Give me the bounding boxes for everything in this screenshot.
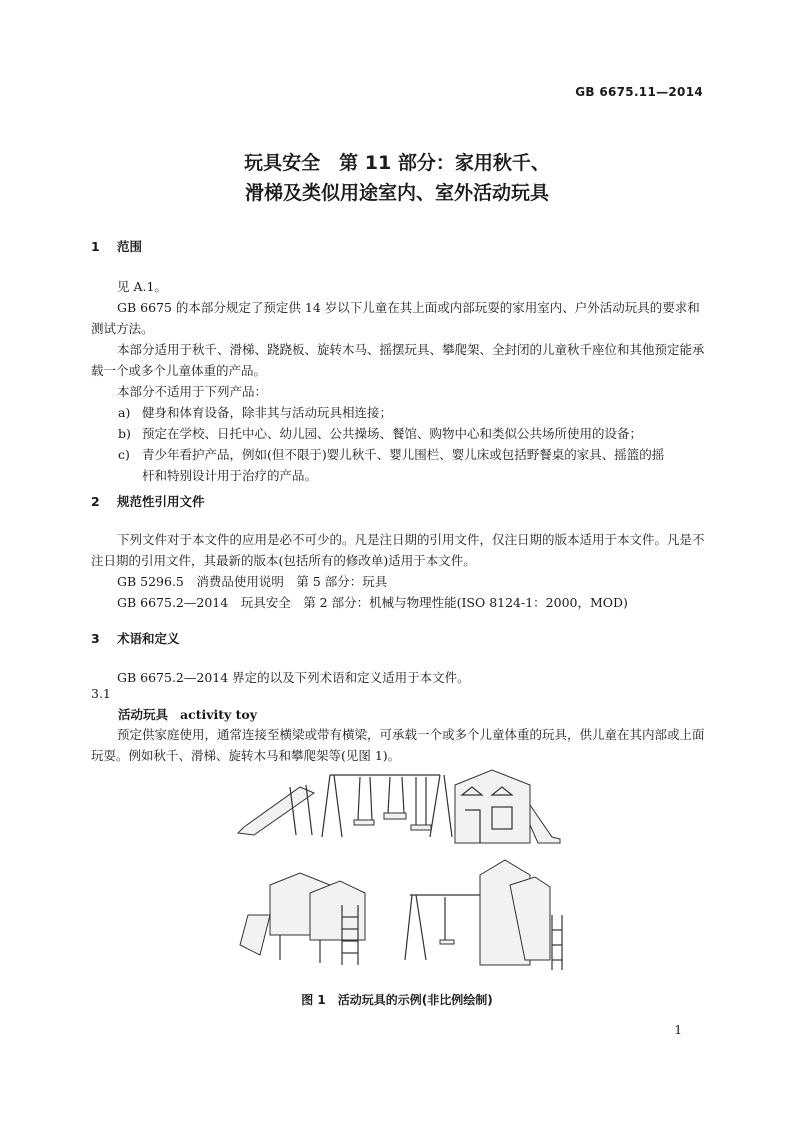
list-item [118, 423, 705, 444]
activity-toy-illustration [230, 765, 570, 975]
list-marker: a) [118, 405, 131, 420]
term-chinese: 活动玩具 [118, 707, 169, 722]
swing-set-drawing [238, 775, 452, 837]
paragraph: GB 6675.2—2014 界定的以及下列术语和定义适用于本文件。 [117, 670, 470, 685]
section-1-heading [91, 237, 142, 255]
section-number: 2 [91, 494, 100, 509]
climbing-tower-drawing [240, 873, 365, 965]
list-text: 健身和体育设备，除非其与活动玩具相连接； [142, 405, 393, 420]
paragraph: 下列文件对于本文件的应用是必不可少的。凡是注日期的引用文件，仅注日期的版本适用于本文件。凡是不注日期的引用文件，其最新的版本(包括所有的修改单)适用于本文件。 [91, 532, 705, 568]
playhouse-drawing [455, 770, 560, 843]
section-3-heading [91, 629, 180, 647]
swing-fort-drawing [405, 860, 562, 970]
reference: GB 5296.5 消费品使用说明 第 5 部分：玩具 [117, 574, 388, 589]
section-title: 规范性引用文件 [117, 494, 205, 509]
list-marker: b) [118, 426, 131, 441]
list-text-continued: 杆和特别设计用于治疗的产品。 [142, 468, 318, 483]
section-title: 术语和定义 [117, 631, 180, 646]
term-english: activity toy [180, 707, 258, 722]
reference: GB 6675.2—2014 玩具安全 第 2 部分：机械与物理性能(ISO 8124-1：2000，MOD) [117, 595, 628, 610]
definition: 预定供家庭使用，通常连接至横梁或带有横梁，可承载一个或多个儿童体重的玩具，供儿童在其内部或上面玩耍。例如秋千、滑梯、旋转木马和攀爬架等(见图 1)。 [91, 727, 705, 763]
section-number: 3 [91, 631, 100, 646]
section-number: 1 [91, 239, 100, 254]
paragraph: 本部分适用于秋千、滑梯、跷跷板、旋转木马、摇摆玩具、攀爬架、全封闭的儿童秋千座位和其他预定能承载一个或多个儿童体重的产品。 [91, 342, 705, 378]
page-number: 1 [674, 1023, 682, 1037]
list-text: 青少年看护产品，例如(但不限于)婴儿秋千、婴儿围栏、婴儿床或包括野餐桌的家具、摇篮的摇 [142, 447, 665, 462]
paragraph: 本部分不适用于下列产品： [117, 384, 268, 399]
figure-caption: 图 1 活动玩具的示例(非比例绘制) [301, 993, 493, 1007]
list-item [118, 402, 705, 423]
list-item [118, 444, 705, 486]
paragraph: GB 6675 的本部分规定了预定供 14 岁以下儿童在其上面或内部玩耍的家用室内、户外活动玩具的要求和测试方法。 [91, 300, 700, 336]
term [118, 705, 257, 723]
title-line-2: 滑梯及类似用途室内、室外活动玩具 [244, 182, 549, 204]
section-2-heading [91, 492, 205, 510]
subsection-number: 3.1 [91, 686, 111, 701]
section-title: 范围 [117, 239, 143, 254]
title-line-1: 玩具安全 第 11 部分：家用秋千、 [244, 152, 550, 174]
paragraph: 见 A.1。 [117, 279, 167, 294]
list-marker: c) [118, 447, 130, 462]
standard-code: GB 6675.11—2014 [575, 85, 703, 99]
list-text: 预定在学校、日托中心、幼儿园、公共操场、餐馆、购物中心和类似公共场所使用的设备； [142, 426, 643, 441]
